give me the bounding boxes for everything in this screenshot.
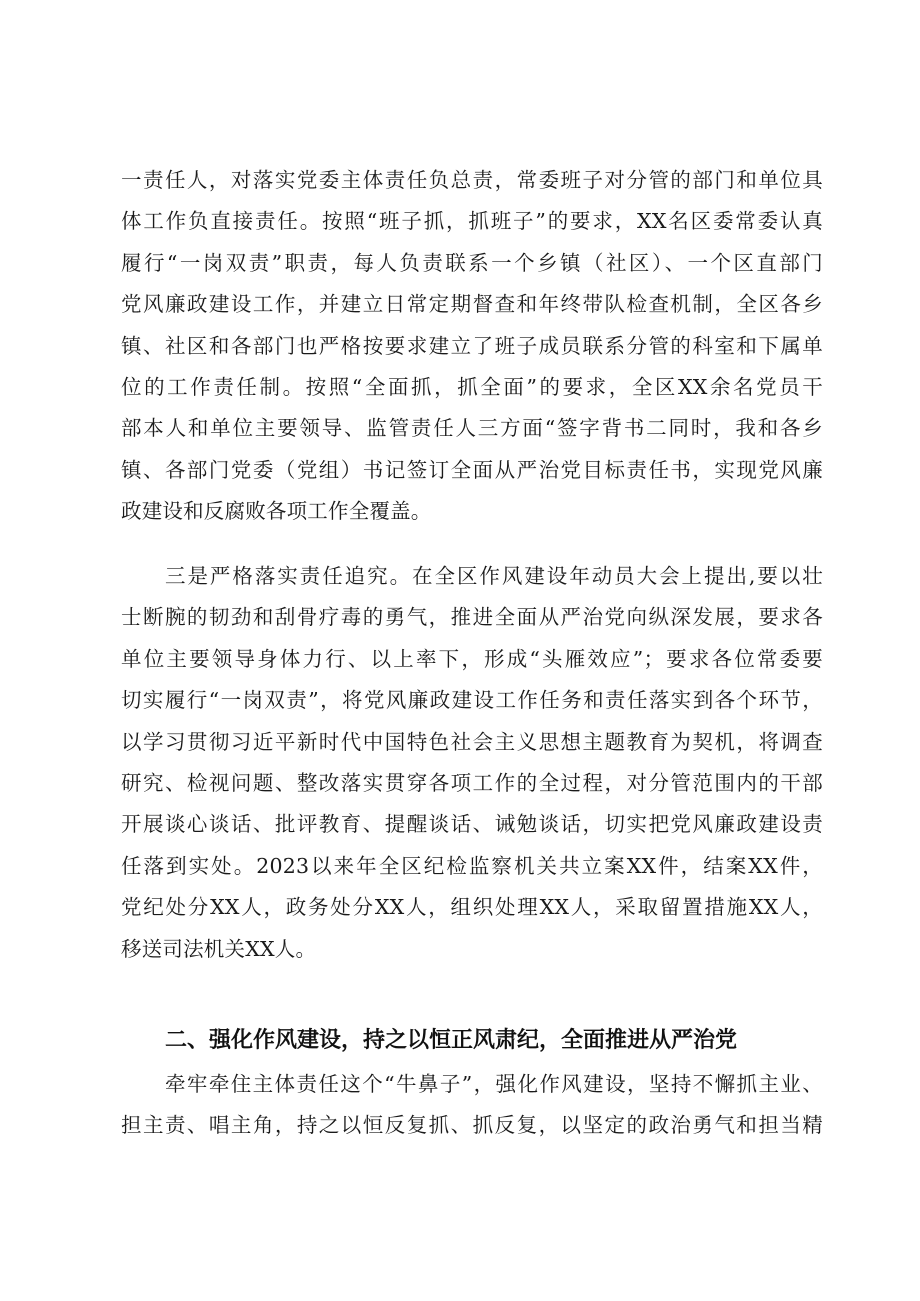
text-line: 履行“一岗双责”职责，每人负责联系一个乡镇（社区）、一个区直部门 [121, 250, 823, 275]
text-line: 位的工作责任制。按照“全面抓，抓全面”的要求，全区XX余名党员干 [121, 374, 823, 399]
text-line: 体工作负直接责任。按照“班子抓，抓班子”的要求，XX名区委常委认真 [121, 209, 823, 234]
text-line: 党风廉政建设工作，并建立日常定期督查和年终带队检查机制，全区各乡 [121, 292, 823, 317]
text-line: 镇、各部门党委（党组）书记签订全面从严治党目标责任书，实现党风廉 [121, 457, 823, 482]
text-line: 镇、社区和各部门也严格按要求建立了班子成员联系分管的科室和下属单 [121, 333, 823, 358]
text-line: 切实履行“一岗双责”，将党风廉政建设工作任务和责任落实到各个环节， [121, 688, 823, 713]
text-line: 移送司法机关XX人。 [121, 936, 317, 961]
text-line: 单位主要领导身体力行、以上率下，形成“头雁效应”；要求各位常委要 [121, 646, 823, 671]
text-line: 党纪处分XX人，政务处分XX人，组织处理XX人，采取留置措施XX人， [121, 895, 823, 920]
text-line: 部本人和单位主要领导、监管责任人三方面“签字背书二同时，我和各乡 [121, 416, 823, 441]
text-line: 士断腕的韧劲和刮骨疗毒的勇气，推进全面从严治党向纵深发展，要求各 [121, 605, 823, 630]
text-line: 研究、检视问题、整改落实贯穿各项工作的全过程，对分管范围内的干部 [121, 770, 823, 795]
text-line: 任落到实处。2023以来年全区纪检监察机关共立案XX件，结案XX件， [121, 853, 823, 878]
paragraph-accountability [121, 556, 823, 970]
paragraph-responsibility-system [121, 160, 823, 533]
text-line: 三是严格落实责任追究。在全区作风建设年动员大会上提出,要以壮 [165, 564, 823, 588]
text-line: 担主责、唱主角，持之以恒反复抓、抓反复，以坚定的政治勇气和担当精 [121, 1113, 823, 1138]
section-heading: 二、强化作风建设，持之以恒正风肃纪，全面推进从严治党 [165, 1028, 738, 1053]
text-line: 开展谈心谈话、批评教育、提醒谈话、诫勉谈话，切实把党风廉政建设责 [121, 812, 823, 837]
text-line: 一责任人，对落实党委主体责任负总责，常委班子对分管的部门和单位具 [121, 168, 823, 192]
text-line: 以学习贯彻习近平新时代中国特色社会主义思想主题教育为契机，将调查 [121, 729, 823, 754]
text-line: 牵牢牵住主体责任这个“牛鼻子”，强化作风建设，坚持不懈抓主业、 [165, 1072, 823, 1096]
paragraph-style-building [121, 1064, 823, 1147]
text-line: 政建设和反腐败各项工作全覆盖。 [121, 499, 432, 524]
